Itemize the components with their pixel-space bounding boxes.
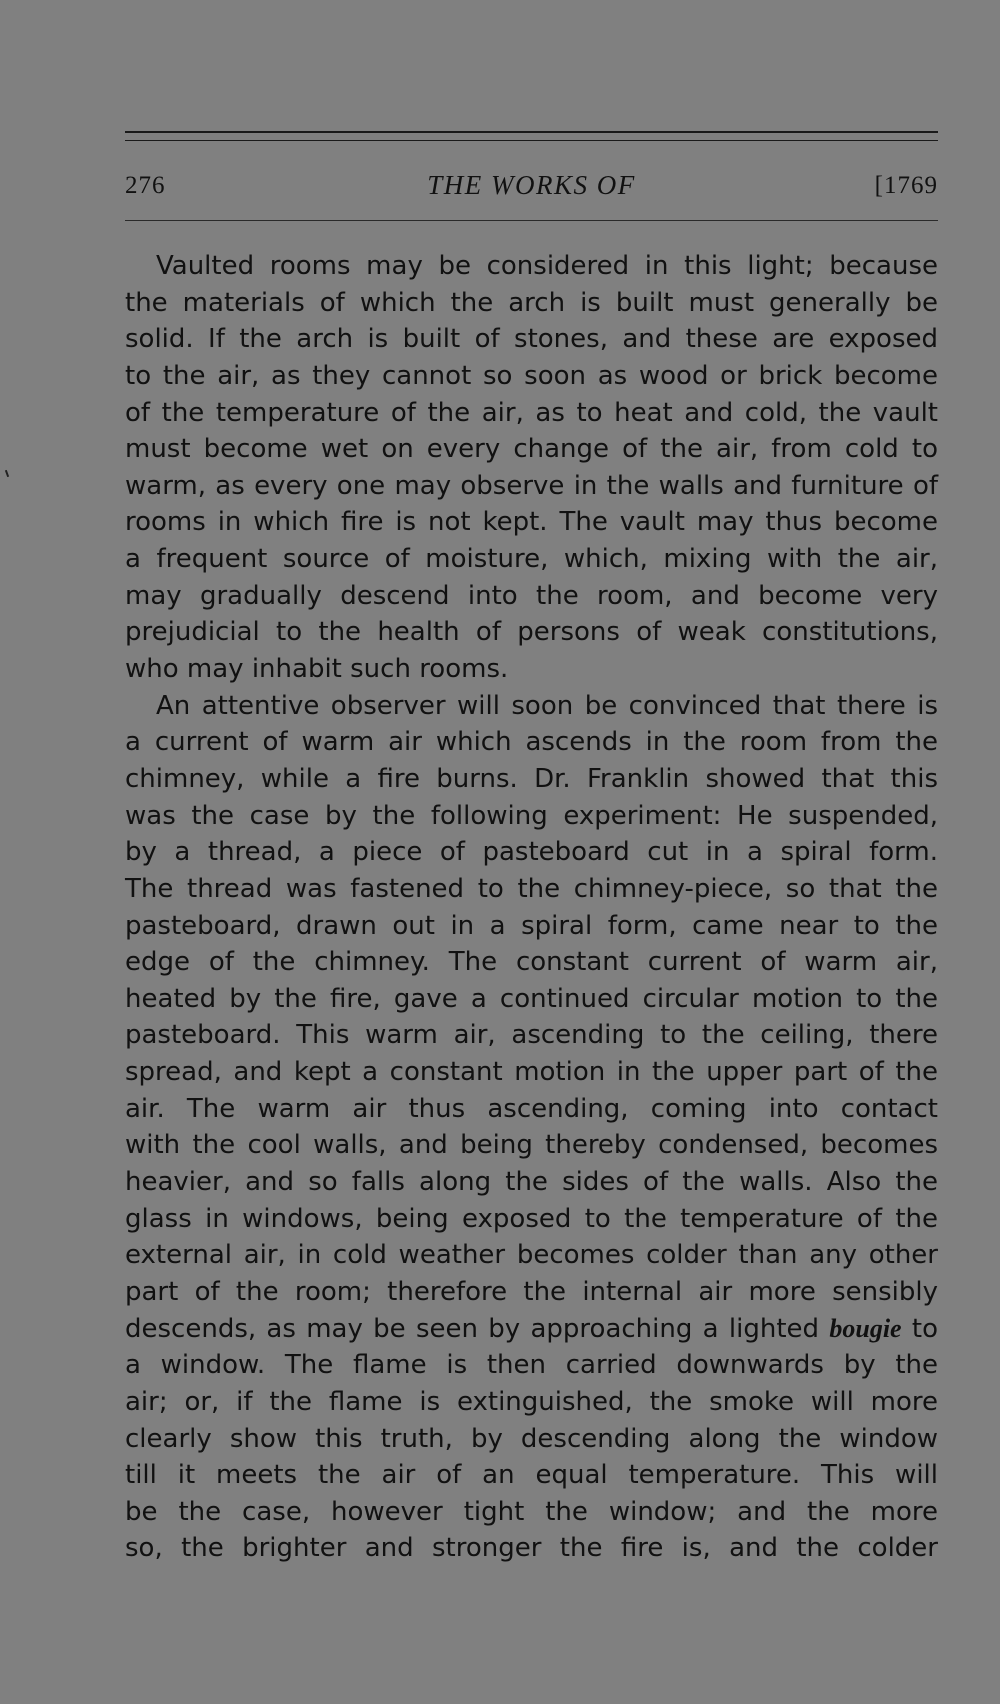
page-number: 276 [125,172,166,199]
text-line: till it meets the air of an equal temperature. This will [125,1460,938,1491]
text-line: Vaulted rooms may be considered in this light; because [156,251,938,281]
text-line: edge of the chimney. The constant current of warm air, [125,947,938,978]
header-rule [125,220,938,221]
text-line: who may inhabit such rooms. [125,654,509,685]
header-year: [1769 [874,172,938,199]
text-line-bougie [125,1311,938,1348]
margin-mark [5,470,9,477]
text-line: glass in windows, being exposed to the temperature of the [125,1203,938,1234]
running-head: THE WORKS OF [427,170,636,200]
text-line: rooms in which fire is not kept. The vault may thus become [125,507,938,538]
text-segment: descends, as may be seen by approaching a lighted [125,1313,830,1344]
text-line: pasteboard. This warm air, ascending to the ceiling, there [125,1020,938,1051]
text-line: An attentive observer will soon be convinced that there is [156,690,938,721]
text-line: so, the brighter and stronger the fire is, and the colder [125,1533,938,1564]
text-line: the materials of which the arch is built must generally be [125,287,938,318]
top-rule [125,131,938,133]
text-line: chimney, while a fire burns. Dr. Franklin showed that this [125,763,938,794]
text-line: heavier, and so falls along the sides of the walls. Also the [125,1167,938,1198]
text-line: a frequent source of moisture, which, mixing with the air, [125,544,938,575]
text-line: must become wet on every change of the air, from cold to [125,434,938,465]
text-line: pasteboard, drawn out in a spiral form, came near to the [125,910,938,941]
text-line: solid. If the arch is built of stones, and these are exposed [125,324,938,355]
text-line: spread, and kept a constant motion in the upper part of the [125,1057,938,1088]
text-line: The thread was fastened to the chimney-piece, so that the [125,873,938,904]
text-line: was the case by the following experiment: He suspended, [125,800,938,831]
text-line: a window. The flame is then carried downwards by the [125,1350,938,1381]
italic-term: bougie [829,1313,902,1343]
text-line: air. The warm air thus ascending, coming into contact [125,1093,938,1124]
text-line: heated by the fire, gave a continued circular motion to the [125,983,938,1014]
text-line: external air, in cold weather becomes colder than any other [125,1240,938,1271]
text-segment: to [901,1313,939,1344]
text-line: may gradually descend into the room, and become very [125,580,938,611]
text-line: to the air, as they cannot so soon as wood or brick become [125,360,938,391]
text-line: clearly show this truth, by descending along the window [125,1423,938,1454]
page-header [125,166,938,206]
text-line: a current of warm air which ascends in the room from the [125,727,938,758]
text-line: with the cool walls, and being thereby condensed, becomes [125,1130,938,1161]
text-line: warm, as every one may observe in the walls and furniture of [125,470,938,501]
body-text [125,248,938,1567]
text-line: air; or, if the flame is extinguished, the smoke will more [125,1386,938,1417]
text-line: of the temperature of the air, as to heat and cold, the vault [125,397,938,428]
text-line: be the case, however tight the window; and the more [125,1496,938,1527]
text-line: part of the room; therefore the internal air more sensibly [125,1276,938,1307]
top-rule-double [125,140,938,141]
text-line: by a thread, a piece of pasteboard cut in a spiral form. [125,837,938,868]
text-line: prejudicial to the health of persons of weak constitutions, [125,617,938,648]
